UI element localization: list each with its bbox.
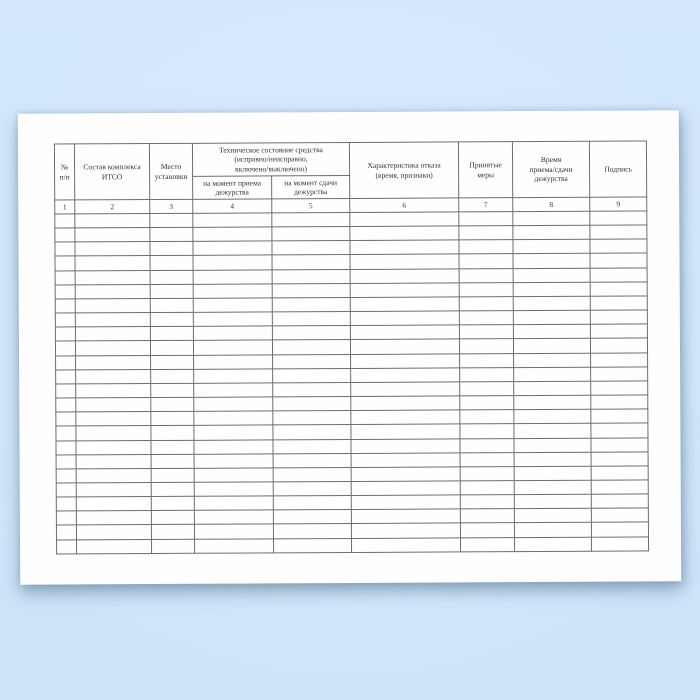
empty-cell (350, 254, 459, 269)
empty-cell (459, 212, 513, 226)
duty-log-table (54, 140, 649, 554)
empty-cell (56, 455, 76, 469)
empty-cell (272, 269, 350, 284)
empty-cell (514, 367, 591, 382)
empty-cell (193, 312, 272, 327)
empty-cell (56, 398, 76, 412)
empty-cell (514, 353, 591, 368)
empty-cell (272, 212, 350, 227)
empty-cell (350, 325, 459, 340)
empty-cell (590, 324, 647, 338)
header-failure-characteristic: Характеристика отказа (время, признаки) (349, 142, 458, 199)
empty-cell (55, 214, 75, 228)
empty-cell (76, 355, 151, 370)
empty-cell (351, 509, 460, 524)
empty-cell (513, 324, 590, 339)
empty-cell (194, 510, 273, 525)
empty-cell (514, 480, 591, 495)
empty-cell (193, 298, 272, 313)
empty-cell (150, 284, 193, 298)
empty-cell (514, 395, 591, 410)
empty-cell (513, 254, 590, 269)
header-row-number: № п/п (54, 144, 74, 200)
empty-cell (351, 453, 460, 468)
empty-cell (76, 426, 151, 441)
empty-cell (273, 453, 351, 468)
empty-cell (55, 313, 75, 327)
empty-cell (351, 368, 460, 383)
empty-cell (591, 452, 648, 466)
empty-cell (350, 226, 459, 241)
empty-cell (514, 494, 591, 509)
empty-cell (150, 227, 193, 241)
empty-cell (56, 511, 76, 525)
empty-cell (461, 537, 515, 551)
empty-cell (272, 312, 350, 327)
empty-cell (514, 381, 591, 396)
empty-cell (590, 338, 647, 352)
empty-cell (56, 384, 76, 398)
empty-cell (56, 497, 76, 511)
empty-cell (514, 452, 591, 467)
empty-cell (273, 439, 351, 454)
empty-rows-area (55, 211, 649, 554)
empty-cell (273, 368, 351, 383)
empty-cell (514, 438, 591, 453)
header-measures-taken: Принятые меры (458, 142, 512, 198)
column-number-2: 2 (75, 200, 150, 214)
empty-cell (193, 326, 272, 341)
empty-cell (590, 239, 647, 253)
empty-cell (591, 508, 648, 522)
empty-cell (151, 525, 194, 539)
empty-cell (351, 353, 460, 368)
empty-cell (194, 411, 273, 426)
empty-cell (55, 299, 75, 313)
empty-cell (76, 383, 151, 398)
empty-cell (273, 524, 351, 539)
column-number-4: 4 (193, 199, 272, 213)
empty-cell (350, 240, 459, 255)
document-page (18, 110, 681, 584)
empty-cell (590, 282, 647, 296)
empty-cell (591, 522, 648, 536)
empty-cell (151, 355, 194, 369)
empty-cell (514, 424, 591, 439)
empty-cell (513, 310, 590, 325)
empty-cell (76, 369, 151, 384)
empty-cell (350, 311, 459, 326)
empty-cell (193, 270, 272, 285)
empty-cell (351, 410, 460, 425)
empty-cell (273, 496, 351, 511)
empty-cell (75, 341, 150, 356)
empty-cell (76, 440, 151, 455)
column-number-6: 6 (350, 198, 459, 213)
empty-cell (350, 212, 459, 227)
empty-cell (273, 467, 351, 482)
empty-cell (460, 438, 514, 452)
empty-cell (75, 313, 150, 328)
column-number-3: 3 (150, 199, 193, 213)
empty-cell (590, 225, 647, 239)
header-technical-state-group: Техническое состояние средства (исправно/неисправно, включено/выключено) (192, 142, 349, 176)
empty-cell (76, 511, 151, 526)
empty-cell (350, 269, 459, 284)
empty-cell (351, 481, 460, 496)
empty-cell (151, 412, 194, 426)
column-number-9: 9 (590, 197, 647, 211)
empty-cell (459, 254, 513, 268)
empty-cell (460, 382, 514, 396)
empty-cell (55, 242, 75, 256)
empty-cell (515, 537, 592, 552)
empty-cell (460, 452, 514, 466)
empty-cell (350, 297, 459, 312)
empty-cell (513, 339, 590, 354)
empty-cell (591, 395, 648, 409)
empty-cell (460, 495, 514, 509)
empty-cell (591, 480, 648, 494)
empty-cell (76, 497, 151, 512)
empty-cell (591, 409, 648, 423)
empty-cell (460, 396, 514, 410)
empty-cell (273, 382, 351, 397)
column-number-5: 5 (272, 198, 350, 212)
empty-cell (194, 439, 273, 454)
empty-cell (56, 440, 76, 454)
header-state-at-acceptance: на момент приема дежурства (193, 176, 272, 199)
empty-cell (56, 370, 76, 384)
empty-cell (460, 410, 514, 424)
empty-cell (76, 483, 151, 498)
empty-cell (76, 468, 151, 483)
empty-cell (590, 253, 647, 267)
empty-cell (193, 213, 272, 228)
empty-cell (56, 412, 76, 426)
empty-cell (151, 468, 194, 482)
empty-cell (514, 409, 591, 424)
header-row-main (54, 141, 646, 177)
empty-cell (513, 211, 590, 226)
empty-cell (76, 398, 151, 413)
header-state-at-handover: на момент сдачи дежурства (272, 175, 350, 198)
empty-cell (513, 268, 590, 283)
empty-cell (194, 454, 273, 469)
empty-cell (194, 496, 273, 511)
empty-cell (513, 225, 590, 240)
empty-cell (591, 353, 648, 367)
empty-cell (150, 242, 193, 256)
empty-cell (76, 454, 151, 469)
empty-cell (193, 255, 272, 270)
empty-cell (514, 466, 591, 481)
empty-cell (590, 310, 647, 324)
empty-cell (460, 367, 514, 381)
empty-cell (77, 539, 152, 554)
empty-cell (194, 482, 273, 497)
empty-cell (273, 481, 351, 496)
empty-cell (459, 226, 513, 240)
empty-cell (513, 282, 590, 297)
empty-cell (194, 383, 273, 398)
empty-cell (460, 353, 514, 367)
empty-cell (272, 326, 350, 341)
empty-cell (55, 256, 75, 270)
empty-cell (273, 397, 351, 412)
empty-cell (272, 241, 350, 256)
empty-cell (272, 297, 350, 312)
empty-cell (459, 240, 513, 254)
empty-cell (56, 483, 76, 497)
empty-cell (150, 341, 193, 355)
header-installation-place: Место установки (149, 143, 192, 199)
empty-cell (273, 510, 351, 525)
empty-cell (351, 382, 460, 397)
empty-cell (459, 311, 513, 325)
empty-cell (55, 341, 75, 355)
empty-cell (460, 481, 514, 495)
empty-cell (151, 482, 194, 496)
column-number-8: 8 (513, 197, 590, 211)
empty-cell (194, 468, 273, 483)
empty-cell (272, 227, 350, 242)
empty-cell (272, 283, 350, 298)
empty-cell (459, 339, 513, 353)
empty-cell (460, 424, 514, 438)
empty-cell (195, 538, 274, 553)
empty-cell (151, 496, 194, 510)
empty-cell (75, 270, 150, 285)
empty-cell (56, 469, 76, 483)
empty-cell (513, 296, 590, 311)
empty-cell (459, 268, 513, 282)
empty-cell (273, 425, 351, 440)
empty-cell (514, 523, 591, 538)
empty-cell (55, 228, 75, 242)
empty-cell (513, 240, 590, 255)
empty-cell (152, 539, 195, 553)
empty-cell (351, 438, 460, 453)
empty-cell (590, 296, 647, 310)
table-row (57, 537, 649, 554)
empty-cell (56, 355, 76, 369)
empty-cell (460, 523, 514, 537)
empty-cell (350, 339, 459, 354)
empty-cell (193, 340, 272, 355)
empty-cell (591, 494, 648, 508)
empty-cell (592, 537, 649, 551)
empty-cell (350, 283, 459, 298)
header-duty-accept-handover-time: Время приема/сдачи дежурства (512, 141, 589, 197)
empty-cell (75, 214, 150, 229)
empty-cell (194, 397, 273, 412)
empty-cell (460, 509, 514, 523)
empty-cell (150, 213, 193, 227)
empty-cell (193, 241, 272, 256)
empty-cell (56, 525, 76, 539)
empty-cell (351, 495, 460, 510)
empty-cell (351, 523, 460, 538)
empty-cell (150, 298, 193, 312)
empty-cell (75, 298, 150, 313)
empty-cell (351, 396, 460, 411)
empty-cell (75, 327, 150, 342)
empty-cell (76, 525, 151, 540)
empty-cell (351, 467, 460, 482)
empty-cell (273, 354, 351, 369)
empty-cell (591, 381, 648, 395)
empty-cell (459, 297, 513, 311)
empty-cell (194, 369, 273, 384)
empty-cell (75, 228, 150, 243)
table-header (54, 141, 646, 214)
empty-cell (460, 466, 514, 480)
empty-cell (591, 423, 648, 437)
empty-cell (151, 440, 194, 454)
empty-cell (193, 227, 272, 242)
empty-cell (75, 242, 150, 257)
empty-cell (459, 282, 513, 296)
column-number-7: 7 (459, 198, 513, 212)
empty-cell (57, 540, 77, 554)
empty-cell (591, 466, 648, 480)
empty-cell (56, 426, 76, 440)
empty-cell (590, 211, 647, 225)
empty-cell (590, 268, 647, 282)
empty-cell (194, 425, 273, 440)
empty-cell (55, 285, 75, 299)
empty-cell (591, 437, 648, 451)
empty-cell (151, 383, 194, 397)
empty-cell (75, 256, 150, 271)
column-number-1: 1 (55, 200, 75, 214)
empty-cell (76, 412, 151, 427)
empty-cell (151, 426, 194, 440)
header-signature: Подпись (589, 141, 646, 197)
empty-cell (272, 255, 350, 270)
empty-cell (194, 524, 273, 539)
empty-cell (352, 538, 461, 553)
empty-cell (193, 284, 272, 299)
empty-cell (150, 312, 193, 326)
empty-cell (591, 367, 648, 381)
empty-cell (194, 354, 273, 369)
empty-cell (55, 327, 75, 341)
empty-cell (459, 325, 513, 339)
empty-cell (273, 411, 351, 426)
empty-cell (150, 256, 193, 270)
empty-cell (151, 454, 194, 468)
empty-cell (514, 509, 591, 524)
empty-cell (273, 538, 351, 553)
empty-cell (150, 270, 193, 284)
empty-cell (55, 271, 75, 285)
empty-cell (75, 284, 150, 299)
empty-cell (150, 327, 193, 341)
empty-cell (151, 397, 194, 411)
empty-cell (151, 511, 194, 525)
empty-cell (151, 369, 194, 383)
header-itso-composition: Состав комплекса ИТСО (74, 144, 149, 200)
empty-cell (351, 424, 460, 439)
empty-cell (272, 340, 350, 355)
